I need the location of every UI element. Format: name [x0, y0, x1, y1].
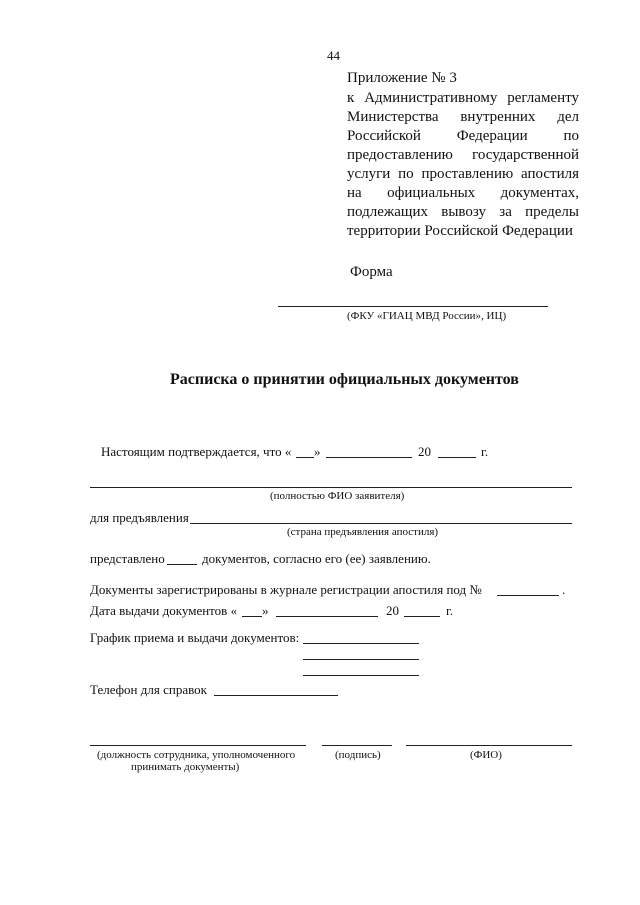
country-caption: (страна предъявления апостиля) — [287, 526, 439, 538]
doc-count-field[interactable] — [167, 564, 197, 565]
appendix-word: пределы — [525, 204, 579, 220]
confirm-year: 20 — [418, 444, 431, 459]
appendix-line — [347, 185, 579, 202]
year-field[interactable] — [438, 457, 476, 458]
signature-field[interactable] — [322, 745, 392, 746]
issue-date-year-suffix: г. — [446, 603, 454, 618]
signature-caption: (подпись) — [335, 749, 381, 761]
appendix-title: Приложение № 3 — [347, 70, 457, 86]
schedule-label: График приема и выдачи документов: — [90, 630, 300, 645]
appendix-word: апостиля — [521, 166, 579, 182]
appendix-word: Федерации — [456, 128, 528, 144]
appendix-line — [347, 166, 579, 183]
fio-signer-caption: (ФИО) — [470, 749, 502, 761]
document-title: Расписка о принятии официальных документов — [170, 371, 519, 388]
appendix-word: по — [398, 166, 414, 182]
appendix-word: Российской — [347, 128, 421, 144]
org-line — [278, 306, 548, 307]
appendix-word: вывозу — [441, 204, 487, 220]
appendix-line — [347, 109, 579, 126]
appendix-word: официальных — [387, 185, 476, 201]
confirm-prefix: Настоящим подтверждается, что « — [101, 444, 292, 459]
appendix-word: внутренних — [460, 109, 536, 125]
confirm-year-suffix: г. — [481, 444, 489, 459]
form-label: Форма — [350, 264, 393, 280]
phone-label: Телефон для справок — [90, 682, 207, 697]
fio-caption: (полностью ФИО заявителя) — [270, 490, 405, 502]
phone-field[interactable] — [214, 695, 338, 696]
presentation-label: для предъявления — [90, 510, 189, 525]
month-field[interactable] — [326, 457, 412, 458]
page-number: 44 — [327, 48, 340, 63]
appendix-word: территории Российской Федерации — [347, 223, 573, 239]
appendix-word: предоставлению — [347, 147, 453, 163]
schedule-field-3[interactable] — [303, 675, 419, 676]
appendix-word: услуги — [347, 166, 391, 182]
appendix-word: дел — [557, 109, 579, 125]
appendix-word: к — [347, 90, 355, 106]
appendix-word: документах, — [500, 185, 579, 201]
issue-date-quote-close: » — [262, 603, 269, 618]
appendix-word: на — [347, 185, 362, 201]
appendix-word: государственной — [472, 147, 579, 163]
fio-field[interactable] — [90, 487, 572, 488]
appendix-line — [347, 128, 579, 145]
position-field[interactable] — [90, 745, 306, 746]
schedule-field-1[interactable] — [303, 643, 419, 644]
appendix-word: подлежащих — [347, 204, 428, 220]
day-field[interactable] — [296, 457, 314, 458]
appendix-word: по — [563, 128, 579, 144]
appendix-word: за — [499, 204, 512, 220]
appendix-word: проставлению — [421, 166, 514, 182]
appendix-word: регламенту — [507, 90, 579, 106]
submitted-prefix: представлено — [90, 551, 165, 566]
submitted-suffix: документов, согласно его (ее) заявлению. — [202, 551, 431, 566]
signer-fio-field[interactable] — [406, 745, 572, 746]
issue-date-prefix: Дата выдачи документов « — [90, 603, 238, 618]
appendix-line — [347, 204, 579, 221]
issue-month-field[interactable] — [276, 616, 378, 617]
issue-year-field[interactable] — [404, 616, 440, 617]
registry-number-field[interactable] — [497, 595, 559, 596]
appendix-line — [347, 147, 579, 164]
schedule-field-2[interactable] — [303, 659, 419, 660]
issue-day-field[interactable] — [242, 616, 262, 617]
appendix-word: Административному — [364, 90, 498, 106]
position-caption-1: (должность сотрудника, уполномоченного — [97, 749, 296, 761]
registered-text: Документы зарегистрированы в журнале регистрации апостиля под № — [90, 582, 482, 597]
issue-date-year: 20 — [386, 603, 399, 618]
country-field[interactable] — [190, 523, 572, 524]
org-caption: (ФКУ «ГИАЦ МВД России», ИЦ) — [347, 310, 507, 322]
confirm-quote-close: » — [314, 444, 321, 459]
registered-end: . — [562, 582, 566, 597]
appendix-word: Министерства — [347, 109, 439, 125]
position-caption-2: принимать документы) — [131, 761, 240, 773]
appendix-line — [347, 90, 579, 107]
appendix-line — [347, 223, 579, 240]
